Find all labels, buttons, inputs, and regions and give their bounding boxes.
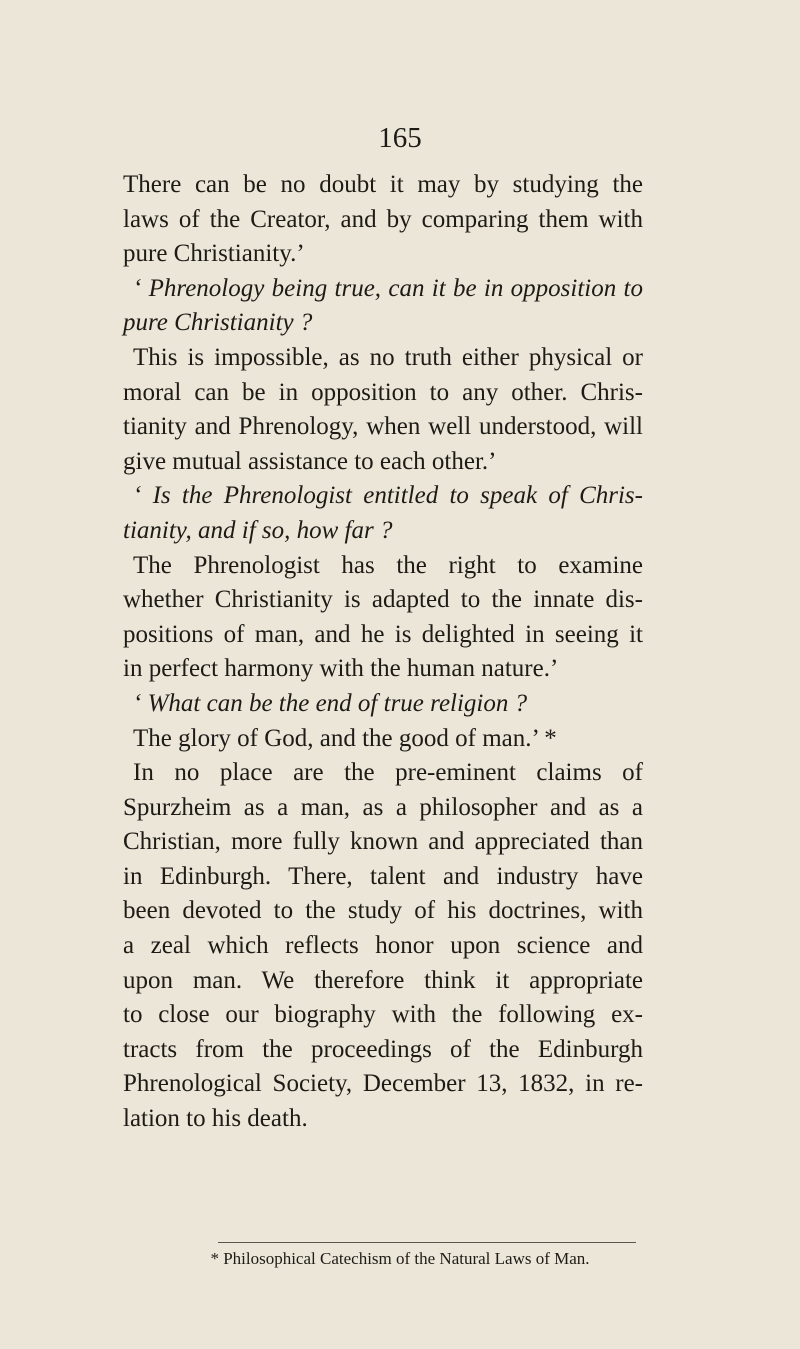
text-line: a zeal which reflects honor upon science and [123, 932, 643, 960]
text-line: Spurzheim as a man, as a philosopher and as a [123, 793, 643, 821]
page-number: 165 [378, 122, 422, 154]
text-line: lation to his death. [123, 1105, 308, 1133]
text-line: positions of man, and he is delighted in seeing it [123, 620, 643, 648]
text-line: tianity, and if so, how far ? [123, 516, 393, 544]
text-line: upon man. We therefore think it appropriate [123, 966, 643, 994]
text-line: in Edinburgh. There, talent and industry have [123, 862, 643, 890]
text-line: tracts from the proceedings of the Edinburgh [123, 1035, 643, 1063]
text-line: Phrenological Society, December 13, 1832, in re- [123, 1070, 643, 1098]
text-line: to close our biography with the following ex- [123, 1001, 643, 1029]
text-line: laws of the Creator, and by comparing them with [123, 205, 643, 233]
text-line: This is impossible, as no truth either physical or [133, 343, 643, 371]
text-line: ‘ Phrenology being true, can it be in opposition to [133, 274, 643, 302]
text-line: moral can be in opposition to any other. Chris- [123, 378, 643, 406]
text-line: whether Christianity is adapted to the innate dis- [123, 586, 643, 614]
footnote-divider [218, 1242, 636, 1243]
text-line: ‘ What can be the end of true religion ? [133, 689, 528, 717]
text-line: give mutual assistance to each other.’ [123, 447, 497, 475]
text-line: been devoted to the study of his doctrines, with [123, 897, 643, 925]
text-line: pure Christianity.’ [123, 240, 305, 268]
footnote: * Philosophical Catechism of the Natural Laws of Man. [210, 1249, 590, 1268]
text-line: There can be no doubt it may by studying the [123, 171, 643, 198]
text-line: in perfect harmony with the human nature.’ [123, 655, 559, 683]
body-text [123, 168, 643, 1137]
text-line: pure Christianity ? [123, 309, 313, 337]
text-line: The glory of God, and the good of man.’ * [133, 724, 557, 752]
text-line: tianity and Phrenology, when well understood, will [123, 413, 643, 441]
text-line: The Phrenologist has the right to examine [133, 551, 643, 579]
text-line: In no place are the pre-eminent claims of [133, 759, 643, 787]
text-line: ‘ Is the Phrenologist entitled to speak of Chris- [133, 482, 643, 510]
text-line: Christian, more fully known and appreciated than [123, 828, 643, 856]
